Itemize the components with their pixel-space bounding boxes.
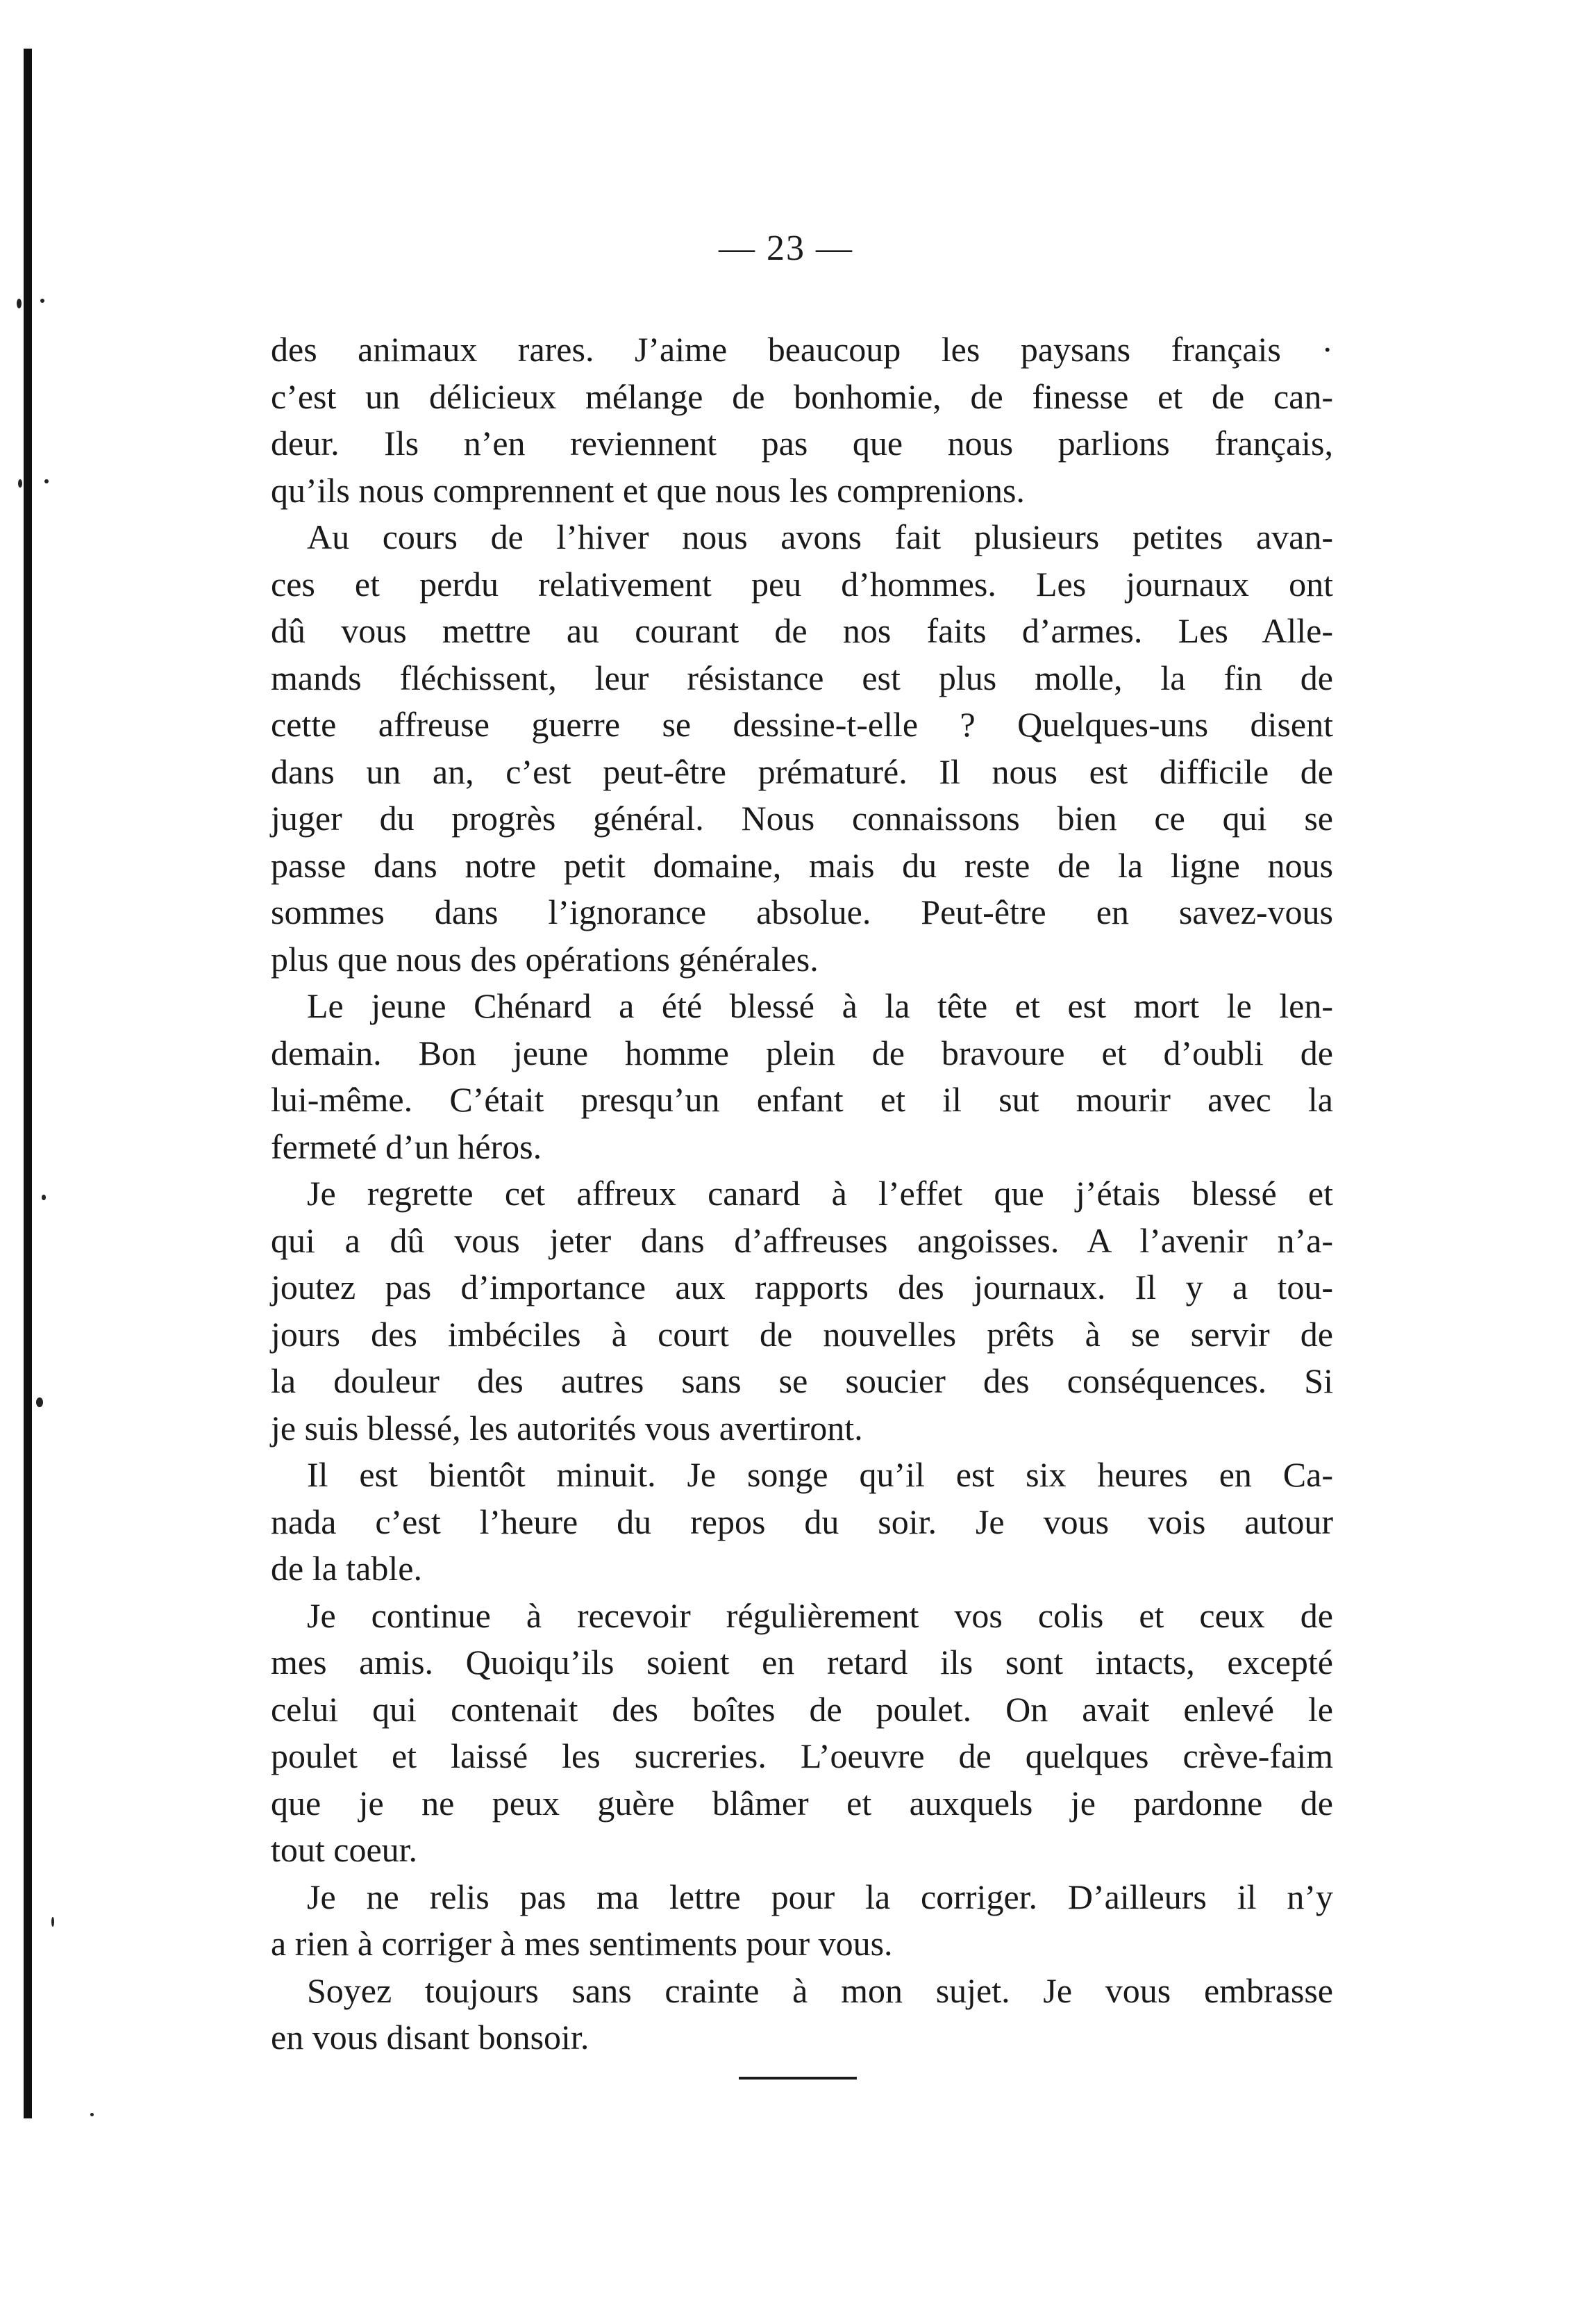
scan-speck (36, 1397, 43, 1407)
text-line: tout coeur. (271, 1830, 418, 1869)
text-line: en vous disant bonsoir. (271, 2018, 590, 2057)
text-line: Je regrette cet affreux canard à l’effet que j’étais blessé et (307, 1174, 1333, 1213)
text-line: de la table. (271, 1549, 422, 1588)
paragraph (271, 1968, 1333, 2061)
paragraph (271, 326, 1333, 514)
text-line: a rien à corriger à mes sentiments pour vous. (271, 1924, 893, 1963)
text-line: celui qui contenait des boîtes de poulet. On avait enlevé le (271, 1689, 1333, 1729)
text-line: plus que nous des opérations générales. (271, 939, 819, 979)
text-line: qu’ils nous comprennent et que nous les comprenions. (271, 470, 1025, 510)
scan-speck (40, 299, 44, 303)
paragraph (271, 1452, 1333, 1593)
text-line: qui a dû vous jeter dans d’affreuses angoisses. A l’avenir n’a- (271, 1220, 1333, 1260)
text-line: joutez pas d’importance aux rapports des journaux. Il y a tou- (271, 1268, 1333, 1306)
text-line: dans un an, c’est peut-être prématuré. Il nous est difficile de (271, 752, 1333, 791)
text-line: jours des imbéciles à court de nouvelles prêts à se servir de (271, 1314, 1333, 1354)
scan-speck (44, 479, 49, 483)
scan-speck (51, 1917, 54, 1927)
paragraph (271, 1874, 1333, 1968)
text-line: nada c’est l’heure du repos du soir. Je vous vois autour (271, 1502, 1333, 1541)
text-line: Au cours de l’hiver nous avons fait plusieurs petites avan- (307, 517, 1333, 556)
text-line: des animaux rares. J’aime beaucoup les paysans français · (271, 330, 1333, 369)
text-line: Il est bientôt minuit. Je songe qu’il est six heures en Ca- (307, 1455, 1333, 1494)
text-line: c’est un délicieux mélange de bonhomie, de finesse et de can- (271, 376, 1333, 416)
text-line: demain. Bon jeune homme plein de bravoure et d’oubli de (271, 1033, 1333, 1072)
text-line: cette affreuse guerre se dessine-t-elle ? Quelques-uns disent (271, 705, 1333, 744)
scan-speck (90, 2113, 94, 2116)
end-rule (739, 2077, 857, 2080)
text-line: fermeté d’un héros. (271, 1127, 542, 1166)
text-line: poulet et laissé les sucreries. L’oeuvre de quelques crève-faim (271, 1736, 1333, 1775)
text-line: Je continue à recevoir régulièrement vos colis et ceux de (307, 1595, 1333, 1635)
scan-speck (17, 299, 22, 308)
paragraph (271, 1593, 1333, 1874)
paragraph (271, 514, 1333, 983)
scan-speck (18, 479, 22, 488)
text-line: passe dans notre petit domaine, mais du reste de la ligne nous (271, 845, 1333, 885)
text-line: sommes dans l’ignorance absolue. Peut-être en savez-vous (271, 893, 1333, 931)
paragraph (271, 1170, 1333, 1452)
text-line: ces et perdu relativement peu d’hommes. Les journaux ont (271, 564, 1333, 604)
text-line: mands fléchissent, leur résistance est plus molle, la fin de (271, 658, 1333, 697)
text-line: la douleur des autres sans se soucier des conséquences. Si (271, 1361, 1333, 1400)
body-text (271, 326, 1333, 2061)
text-line: dû vous mettre au courant de nos faits d’armes. Les Alle- (271, 611, 1333, 650)
text-line: deur. Ils n’en reviennent pas que nous parlions français, (271, 424, 1333, 463)
binding-edge (24, 49, 32, 2118)
scan-speck (42, 1195, 46, 1200)
text-line: mes amis. Quoiqu’ils soient en retard ils sont intacts, excepté (271, 1643, 1333, 1682)
text-line: Le jeune Chénard a été blessé à la tête et est mort le len- (307, 986, 1333, 1025)
text-line: je suis blessé, les autorités vous avertiront. (271, 1408, 863, 1447)
paragraph (271, 983, 1333, 1170)
text-line: Je ne relis pas ma lettre pour la corriger. D’ailleurs il n’y (307, 1877, 1333, 1916)
text-line: que je ne peux guère blâmer et auxquels je pardonne de (271, 1783, 1333, 1823)
text-line: lui-même. C’était presqu’un enfant et il sut mourir avec la (271, 1080, 1333, 1119)
page-number: — 23 — (719, 229, 853, 268)
text-line: juger du progrès général. Nous connaissons bien ce qui se (271, 799, 1333, 838)
text-line: Soyez toujours sans crainte à mon sujet. Je vous embrasse (307, 1970, 1333, 2010)
